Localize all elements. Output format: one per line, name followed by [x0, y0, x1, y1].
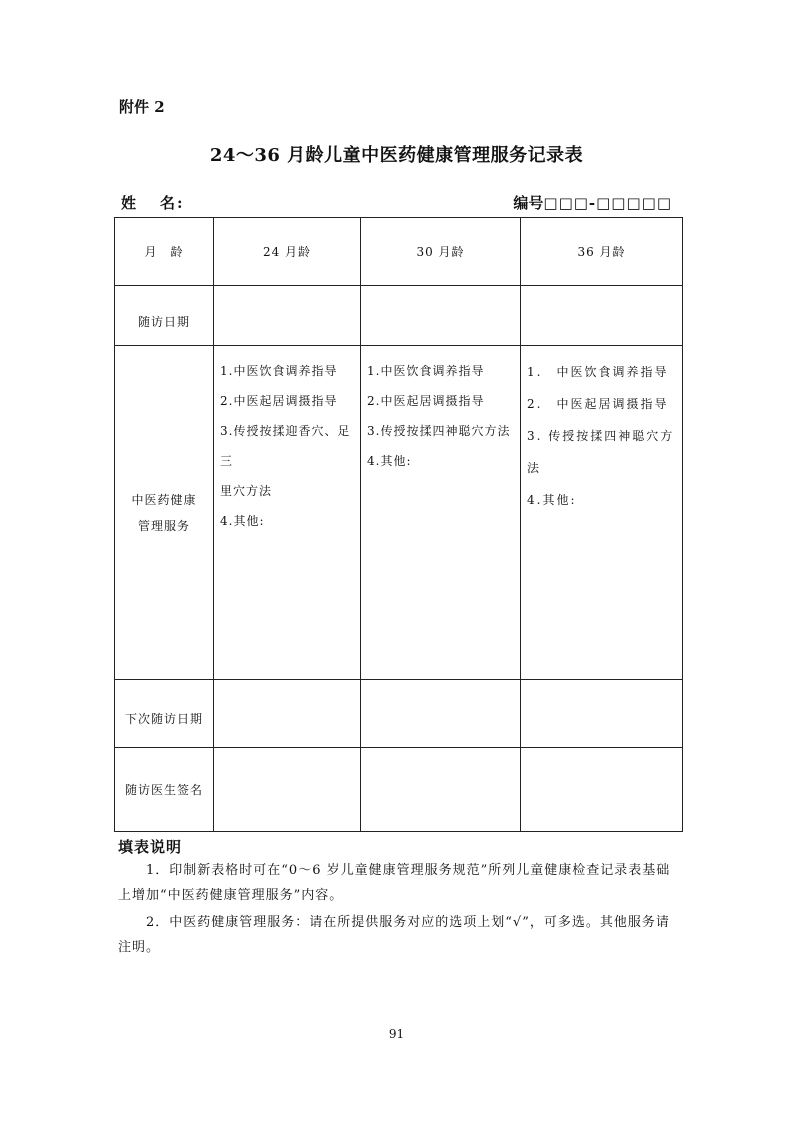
- visit-date-cell-36[interactable]: [521, 286, 683, 346]
- next-visit-cell-36[interactable]: [521, 680, 683, 748]
- service-option[interactable]: 1.中医饮食调养指导: [220, 364, 338, 378]
- page-number: 91: [388, 1027, 405, 1041]
- service-option-other[interactable]: 4.其他:: [367, 454, 412, 468]
- service-option[interactable]: 1.中医饮食调养指导: [367, 364, 485, 378]
- service-option[interactable]: 2.中医起居调摄指导: [220, 394, 338, 408]
- doctor-sign-cell-24[interactable]: [214, 748, 361, 832]
- service-option[interactable]: 3.传授按揉迎香穴、足三: [220, 424, 351, 468]
- serial-number-field: [513, 192, 672, 213]
- attachment-label: 附件 2: [119, 98, 165, 116]
- note-paragraph-1: 1．印制新表格时可在“0～6 岁儿童健康管理服务规范”所列儿童健康检查记录表基础上增加“中医药健康管理服务”内容。: [118, 863, 671, 903]
- visit-date-cell-24[interactable]: [214, 286, 361, 346]
- service-option-other[interactable]: 4.其他:: [220, 514, 265, 528]
- record-table: [114, 217, 683, 832]
- column-header-36: 36 月龄: [521, 218, 683, 286]
- service-option[interactable]: 1. 中医饮食调养指导: [527, 365, 669, 379]
- service-option-continued: 法: [527, 461, 542, 475]
- name-label-part2: 名:: [160, 194, 185, 212]
- next-visit-cell-30[interactable]: [361, 680, 521, 748]
- next-visit-label: 下次随访日期: [115, 680, 214, 748]
- visit-date-row: [115, 286, 683, 346]
- serial-boxes: □□□-□□□□□: [543, 194, 672, 212]
- visit-date-label: 随访日期: [115, 286, 214, 346]
- services-label: [115, 346, 214, 680]
- doctor-sign-cell-30[interactable]: [361, 748, 521, 832]
- note-paragraph-2: 2．中医药健康管理服务：请在所提供服务对应的选项上划“√”，可多选。其他服务请注明。: [118, 915, 670, 955]
- name-field-label: [121, 192, 185, 213]
- visit-date-cell-30[interactable]: [361, 286, 521, 346]
- next-visit-row: [115, 680, 683, 748]
- age-label: 月 龄: [115, 218, 214, 286]
- services-cell-36: [521, 346, 683, 680]
- column-header-30: 30 月龄: [361, 218, 521, 286]
- services-row: [115, 346, 683, 680]
- notes-title: 填表说明: [118, 838, 183, 856]
- services-cell-30: [361, 346, 521, 680]
- doctor-sign-label: 随访医生签名: [115, 748, 214, 832]
- name-label-part1: 姓: [121, 194, 139, 212]
- services-label-line2: 管理服务: [137, 518, 190, 533]
- service-option[interactable]: 3.传授按揉四神聪穴方法: [367, 424, 511, 438]
- page-title: 24～36 月龄儿童中医药健康管理服务记录表: [209, 145, 584, 166]
- doctor-sign-row: [115, 748, 683, 832]
- service-option-continued: 里穴方法: [220, 484, 273, 498]
- doctor-sign-cell-36[interactable]: [521, 748, 683, 832]
- services-label-line1: 中医药健康: [131, 492, 197, 507]
- next-visit-cell-24[interactable]: [214, 680, 361, 748]
- column-header-24: 24 月龄: [214, 218, 361, 286]
- service-option[interactable]: 2. 中医起居调摄指导: [527, 397, 669, 411]
- services-cell-24: [214, 346, 361, 680]
- serial-label: 编号: [513, 194, 544, 212]
- service-option[interactable]: 2.中医起居调摄指导: [367, 394, 485, 408]
- service-option-other[interactable]: 4.其他:: [527, 493, 577, 507]
- age-row: [115, 218, 683, 286]
- service-option[interactable]: 3. 传授按揉四神聪穴方: [527, 429, 675, 443]
